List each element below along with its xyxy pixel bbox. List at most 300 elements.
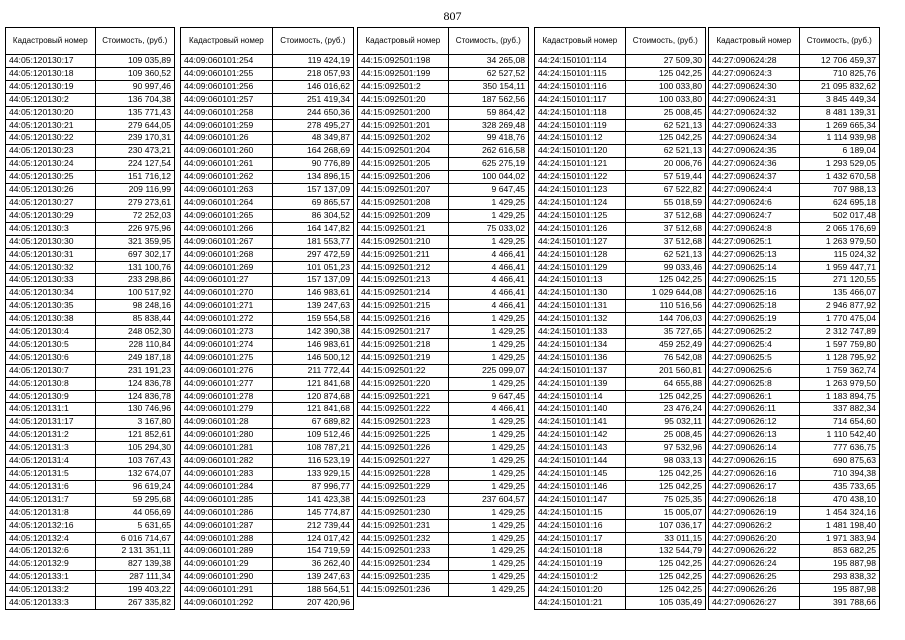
cost-cell: 98 033,13	[625, 455, 705, 468]
cost-cell: 90 776,89	[272, 158, 353, 171]
cost-cell: 100 033,80	[625, 93, 705, 106]
cost-cell: 132 544,79	[625, 545, 705, 558]
cost-cell: 23 476,24	[625, 403, 705, 416]
cost-cell: 1 597 759,80	[799, 338, 879, 351]
cost-cell: 134 896,15	[272, 171, 353, 184]
table-row	[709, 429, 880, 442]
cost-cell: 75 033,02	[448, 222, 528, 235]
table-row	[181, 416, 354, 429]
table-row	[358, 558, 529, 571]
cost-cell: 72 252,03	[95, 209, 174, 222]
cadastral-number-cell: 44:24:150101:2	[535, 571, 626, 584]
cost-cell: 146 983,61	[272, 338, 353, 351]
cadastral-number-cell: 44:09:060101:259	[181, 119, 273, 132]
table-row	[358, 222, 529, 235]
cost-cell: 777 636,75	[799, 442, 879, 455]
table-row	[358, 67, 529, 80]
cadastral-number-cell: 44:15:092501:207	[358, 184, 449, 197]
table-row	[709, 80, 880, 93]
cost-cell: 1 429,25	[448, 480, 528, 493]
cost-cell: 4 466,41	[448, 274, 528, 287]
cadastral-number-cell: 44:09:060101:29	[181, 558, 273, 571]
cost-cell: 710 825,76	[799, 67, 879, 80]
cadastral-number-cell: 44:05:120130:27	[6, 196, 96, 209]
cost-cell: 110 516,56	[625, 300, 705, 313]
cost-cell: 9 647,45	[448, 390, 528, 403]
table-row	[535, 209, 706, 222]
cadastral-number-cell: 44:27:090624:37	[709, 171, 800, 184]
cost-cell: 244 650,36	[272, 106, 353, 119]
table-row	[6, 403, 175, 416]
cadastral-number-cell: 44:05:120130:25	[6, 171, 96, 184]
table-row	[535, 416, 706, 429]
cadastral-number-cell: 44:27:090626:20	[709, 532, 800, 545]
cost-cell: 100 517,92	[95, 287, 174, 300]
cadastral-number-cell: 44:05:120130:38	[6, 313, 96, 326]
cadastral-number-cell: 44:09:060101:260	[181, 145, 273, 158]
cadastral-number-cell: 44:05:120130:20	[6, 106, 96, 119]
cadastral-number-cell: 44:24:150101:146	[535, 480, 626, 493]
table-row	[535, 67, 706, 80]
cadastral-number-cell: 44:05:120130:24	[6, 158, 96, 171]
cost-cell: 136 704,38	[95, 93, 174, 106]
table-header-row	[709, 28, 880, 55]
cadastral-number-cell: 44:24:150101:139	[535, 377, 626, 390]
table-row	[535, 506, 706, 519]
cadastral-number-cell: 44:09:060101:258	[181, 106, 273, 119]
cost-cell: 62 521,13	[625, 145, 705, 158]
cadastral-number-cell: 44:05:120130:31	[6, 248, 96, 261]
table-row	[6, 351, 175, 364]
cadastral-number-cell: 44:24:150101:128	[535, 248, 626, 261]
cadastral-number-cell: 44:27:090626:24	[709, 558, 800, 571]
cadastral-number-cell: 44:05:120130:6	[6, 351, 96, 364]
table-row	[358, 145, 529, 158]
table-row	[709, 493, 880, 506]
cadastral-number-cell: 44:27:090626:15	[709, 455, 800, 468]
table-row	[181, 171, 354, 184]
cost-cell: 209 116,99	[95, 184, 174, 197]
cost-cell: 37 512,68	[625, 222, 705, 235]
cadastral-number-cell: 44:09:060101:264	[181, 196, 273, 209]
table-row	[709, 519, 880, 532]
cadastral-number-cell: 44:24:150101:116	[535, 80, 626, 93]
table-row	[181, 67, 354, 80]
cost-cell: 15 005,07	[625, 506, 705, 519]
cadastral-table-5	[708, 27, 880, 610]
table-row	[6, 287, 175, 300]
table-row	[709, 274, 880, 287]
cost-cell: 135 771,43	[95, 106, 174, 119]
table-header-row	[181, 28, 354, 55]
cost-cell: 293 838,32	[799, 571, 879, 584]
cost-cell: 201 560,81	[625, 364, 705, 377]
table-row	[709, 222, 880, 235]
table-row	[358, 261, 529, 274]
cost-cell: 25 008,45	[625, 106, 705, 119]
cost-cell: 225 099,07	[448, 364, 528, 377]
table-row	[709, 55, 880, 68]
cost-cell: 146 500,12	[272, 351, 353, 364]
cadastral-number-cell: 44:15:092501:232	[358, 532, 449, 545]
cost-cell: 195 887,98	[799, 584, 879, 597]
header-cadastral-number: Кадастровый номер	[709, 28, 800, 55]
cost-cell: 228 110,84	[95, 338, 174, 351]
cadastral-number-cell: 44:24:150101:12	[535, 132, 626, 145]
cost-cell: 25 008,45	[625, 429, 705, 442]
cost-cell: 328 269,48	[448, 119, 528, 132]
table-row	[358, 571, 529, 584]
cost-cell: 710 394,38	[799, 468, 879, 481]
cadastral-number-cell: 44:05:120132:16	[6, 519, 96, 532]
cadastral-number-cell: 44:09:060101:276	[181, 364, 273, 377]
table-row	[709, 184, 880, 197]
cadastral-number-cell: 44:05:120131:3	[6, 442, 96, 455]
cost-cell: 125 042,25	[625, 480, 705, 493]
cost-cell: 237 604,57	[448, 493, 528, 506]
cadastral-number-cell: 44:05:120130:34	[6, 287, 96, 300]
table-row	[535, 80, 706, 93]
cadastral-number-cell: 44:05:120130:21	[6, 119, 96, 132]
cost-cell: 125 042,25	[625, 67, 705, 80]
table-row	[535, 313, 706, 326]
table-row	[358, 377, 529, 390]
table-row	[6, 519, 175, 532]
table-row	[181, 132, 354, 145]
table-row	[358, 455, 529, 468]
cadastral-number-cell: 44:09:060101:269	[181, 261, 273, 274]
cadastral-number-cell: 44:05:120130:4	[6, 326, 96, 339]
table-row	[358, 364, 529, 377]
cadastral-number-cell: 44:05:120130:2	[6, 93, 96, 106]
table-row	[181, 455, 354, 468]
table-row	[6, 119, 175, 132]
cost-cell: 279 273,61	[95, 196, 174, 209]
table-row	[535, 493, 706, 506]
cadastral-number-cell: 44:24:150101:136	[535, 351, 626, 364]
cadastral-number-cell: 44:27:090625:14	[709, 261, 800, 274]
cost-cell: 1 429,25	[448, 519, 528, 532]
cadastral-number-cell: 44:09:060101:27	[181, 274, 273, 287]
cadastral-number-cell: 44:09:060101:26	[181, 132, 273, 145]
cadastral-number-cell: 44:15:092501:235	[358, 571, 449, 584]
table-row	[6, 468, 175, 481]
cost-cell: 124 017,42	[272, 532, 353, 545]
table-row	[358, 274, 529, 287]
cadastral-number-cell: 44:27:090625:5	[709, 351, 800, 364]
cadastral-number-cell: 44:24:150101:120	[535, 145, 626, 158]
cadastral-number-cell: 44:15:092501:212	[358, 261, 449, 274]
cadastral-number-cell: 44:05:120130:7	[6, 364, 96, 377]
table-row	[181, 468, 354, 481]
cost-cell: 233 298,86	[95, 274, 174, 287]
table-row	[6, 597, 175, 610]
cost-cell: 5 631,65	[95, 519, 174, 532]
table-row	[535, 274, 706, 287]
table-row	[6, 248, 175, 261]
cadastral-number-cell: 44:15:092501:200	[358, 106, 449, 119]
cost-cell: 132 674,07	[95, 468, 174, 481]
cost-cell: 12 706 459,37	[799, 55, 879, 68]
cost-cell: 195 887,98	[799, 558, 879, 571]
table-row	[709, 119, 880, 132]
cadastral-number-cell: 44:09:060101:288	[181, 532, 273, 545]
table-row	[535, 326, 706, 339]
cadastral-number-cell: 44:27:090625:8	[709, 377, 800, 390]
cadastral-number-cell: 44:27:090624:7	[709, 209, 800, 222]
table-row	[709, 158, 880, 171]
cadastral-number-cell: 44:27:090625:6	[709, 364, 800, 377]
table-row	[709, 597, 880, 610]
cadastral-number-cell: 44:24:150101:134	[535, 338, 626, 351]
table-row	[358, 532, 529, 545]
cost-cell: 435 733,65	[799, 480, 879, 493]
table-row	[535, 519, 706, 532]
table-row	[6, 338, 175, 351]
table-row	[358, 390, 529, 403]
cost-cell: 8 481 139,31	[799, 106, 879, 119]
cadastral-number-cell: 44:15:092501:214	[358, 287, 449, 300]
cadastral-number-cell: 44:09:060101:266	[181, 222, 273, 235]
table-row	[535, 338, 706, 351]
table-row	[181, 403, 354, 416]
table-row	[181, 597, 354, 610]
table-row	[535, 390, 706, 403]
cost-cell: 1 293 529,05	[799, 158, 879, 171]
table-row	[358, 519, 529, 532]
cadastral-number-cell: 44:09:060101:272	[181, 313, 273, 326]
cost-cell: 2 312 747,89	[799, 326, 879, 339]
table-row	[535, 119, 706, 132]
table-row	[6, 480, 175, 493]
cost-cell: 103 767,43	[95, 455, 174, 468]
table-row	[358, 468, 529, 481]
cadastral-number-cell: 44:15:092501:225	[358, 429, 449, 442]
cost-cell: 181 553,77	[272, 235, 353, 248]
cost-cell: 99 033,46	[625, 261, 705, 274]
cadastral-number-cell: 44:09:060101:287	[181, 519, 273, 532]
cadastral-number-cell: 44:09:060101:281	[181, 442, 273, 455]
cost-cell: 278 495,27	[272, 119, 353, 132]
cost-cell: 151 716,12	[95, 171, 174, 184]
table-row	[709, 480, 880, 493]
cost-cell: 105 035,49	[625, 597, 705, 610]
cost-cell: 1 429,25	[448, 416, 528, 429]
cost-cell: 76 542,08	[625, 351, 705, 364]
cost-cell: 121 852,61	[95, 429, 174, 442]
header-cost: Стоимость, (руб.)	[95, 28, 174, 55]
cost-cell: 164 147,82	[272, 222, 353, 235]
table-row	[358, 119, 529, 132]
table-row	[6, 145, 175, 158]
cadastral-number-cell: 44:15:092501:216	[358, 313, 449, 326]
cost-cell: 124 836,78	[95, 377, 174, 390]
cost-cell: 187 562,56	[448, 93, 528, 106]
cost-cell: 33 011,15	[625, 532, 705, 545]
cadastral-number-cell: 44:27:090626:12	[709, 416, 800, 429]
table-row	[181, 222, 354, 235]
table-row	[709, 442, 880, 455]
cost-cell: 1 429,25	[448, 506, 528, 519]
table-row	[709, 390, 880, 403]
cadastral-number-cell: 44:05:120130:17	[6, 55, 96, 68]
cadastral-table-1	[5, 27, 175, 610]
cost-cell: 36 262,40	[272, 558, 353, 571]
cadastral-number-cell: 44:05:120133:2	[6, 584, 96, 597]
cadastral-number-cell: 44:24:150101:133	[535, 326, 626, 339]
cadastral-number-cell: 44:09:060101:292	[181, 597, 273, 610]
table-row	[181, 93, 354, 106]
cost-cell: 1 429,25	[448, 584, 528, 597]
table-row	[535, 558, 706, 571]
table-row	[6, 132, 175, 145]
table-row	[181, 584, 354, 597]
table-row	[358, 351, 529, 364]
cadastral-number-cell: 44:27:090626:27	[709, 597, 800, 610]
cost-cell: 64 655,88	[625, 377, 705, 390]
cadastral-number-cell: 44:27:090625:4	[709, 338, 800, 351]
cost-cell: 62 527,52	[448, 67, 528, 80]
cadastral-number-cell: 44:05:120131:7	[6, 493, 96, 506]
table-row	[6, 261, 175, 274]
table-row	[709, 416, 880, 429]
cadastral-number-cell: 44:15:092501:234	[358, 558, 449, 571]
table-row	[6, 55, 175, 68]
table-row	[535, 545, 706, 558]
table-row	[181, 184, 354, 197]
cost-cell: 1 432 670,58	[799, 171, 879, 184]
cost-cell: 125 042,25	[625, 390, 705, 403]
table-row	[358, 235, 529, 248]
cadastral-number-cell: 44:27:090624:30	[709, 80, 800, 93]
cadastral-number-cell: 44:05:120130:9	[6, 390, 96, 403]
cost-cell: 350 154,11	[448, 80, 528, 93]
table-row	[709, 67, 880, 80]
cost-cell: 100 033,80	[625, 80, 705, 93]
cost-cell: 226 975,96	[95, 222, 174, 235]
header-cadastral-number: Кадастровый номер	[6, 28, 96, 55]
table-row	[358, 313, 529, 326]
cadastral-number-cell: 44:09:060101:286	[181, 506, 273, 519]
table-row	[181, 493, 354, 506]
cadastral-number-cell: 44:09:060101:257	[181, 93, 273, 106]
cost-cell: 1 429,25	[448, 351, 528, 364]
cadastral-number-cell: 44:27:090626:16	[709, 468, 800, 481]
cadastral-number-cell: 44:27:090626:14	[709, 442, 800, 455]
table-row	[358, 338, 529, 351]
cadastral-number-cell: 44:24:150101:147	[535, 493, 626, 506]
cadastral-number-cell: 44:15:092501:21	[358, 222, 449, 235]
cadastral-number-cell: 44:15:092501:230	[358, 506, 449, 519]
cadastral-number-cell: 44:24:150101:118	[535, 106, 626, 119]
cadastral-number-cell: 44:27:090624:36	[709, 158, 800, 171]
cost-cell: 2 131 351,11	[95, 545, 174, 558]
cost-cell: 157 137,09	[272, 274, 353, 287]
cost-cell: 1 770 475,04	[799, 313, 879, 326]
cadastral-number-cell: 44:15:092501:226	[358, 442, 449, 455]
cost-cell: 86 304,52	[272, 209, 353, 222]
table-row	[181, 532, 354, 545]
cost-cell: 207 420,96	[272, 597, 353, 610]
cost-cell: 119 424,19	[272, 55, 353, 68]
table-row	[6, 196, 175, 209]
cadastral-number-cell: 44:05:120130:18	[6, 67, 96, 80]
cost-cell: 125 042,25	[625, 584, 705, 597]
cadastral-number-cell: 44:05:120132:4	[6, 532, 96, 545]
cost-cell: 59 864,42	[448, 106, 528, 119]
cost-cell: 115 024,32	[799, 248, 879, 261]
table-row	[358, 416, 529, 429]
cadastral-number-cell: 44:09:060101:282	[181, 455, 273, 468]
cost-cell: 199 403,22	[95, 584, 174, 597]
cadastral-number-cell: 44:05:120130:26	[6, 184, 96, 197]
cost-cell: 75 025,35	[625, 493, 705, 506]
cadastral-number-cell: 44:24:150101:137	[535, 364, 626, 377]
cost-cell: 4 466,41	[448, 261, 528, 274]
cadastral-number-cell: 44:27:090626:1	[709, 390, 800, 403]
table-row	[181, 235, 354, 248]
cadastral-number-cell: 44:15:092501:199	[358, 67, 449, 80]
cadastral-number-cell: 44:15:092501:22	[358, 364, 449, 377]
table-row	[535, 132, 706, 145]
table-row	[535, 171, 706, 184]
table-row	[6, 67, 175, 80]
cost-cell: 164 268,69	[272, 145, 353, 158]
cadastral-number-cell: 44:24:150101:124	[535, 196, 626, 209]
cadastral-number-cell: 44:09:060101:254	[181, 55, 273, 68]
cost-cell: 1 429,25	[448, 196, 528, 209]
table-row	[181, 145, 354, 158]
cadastral-number-cell: 44:27:090625:15	[709, 274, 800, 287]
table-row	[358, 80, 529, 93]
cadastral-number-cell: 44:15:092501:221	[358, 390, 449, 403]
cost-cell: 1 481 198,40	[799, 519, 879, 532]
cost-cell: 4 466,41	[448, 248, 528, 261]
cadastral-number-cell: 44:27:090626:22	[709, 545, 800, 558]
cadastral-number-cell: 44:27:090626:19	[709, 506, 800, 519]
cadastral-table-3	[357, 27, 529, 597]
table-row	[358, 184, 529, 197]
cadastral-number-cell: 44:09:060101:277	[181, 377, 273, 390]
cadastral-number-cell: 44:05:120131:17	[6, 416, 96, 429]
table-row	[709, 326, 880, 339]
cadastral-number-cell: 44:24:150101:13	[535, 274, 626, 287]
cost-cell: 97 532,96	[625, 442, 705, 455]
cost-cell: 251 419,34	[272, 93, 353, 106]
table-row	[6, 584, 175, 597]
cadastral-number-cell: 44:05:120131:5	[6, 468, 96, 481]
cadastral-number-cell: 44:27:090625:1	[709, 235, 800, 248]
table-row	[535, 364, 706, 377]
cost-cell: 109 360,52	[95, 67, 174, 80]
table-row	[6, 377, 175, 390]
cadastral-number-cell: 44:15:092501:208	[358, 196, 449, 209]
table-row	[358, 403, 529, 416]
table-row	[6, 222, 175, 235]
table-row	[181, 364, 354, 377]
cost-cell: 109 035,89	[95, 55, 174, 68]
header-cost: Стоимость, (руб.)	[272, 28, 353, 55]
cost-cell: 107 036,17	[625, 519, 705, 532]
table-row	[535, 222, 706, 235]
cadastral-number-cell: 44:24:150101:119	[535, 119, 626, 132]
cost-cell: 130 746,96	[95, 403, 174, 416]
header-cost: Стоимость, (руб.)	[799, 28, 879, 55]
cost-cell: 1 128 795,92	[799, 351, 879, 364]
table-row	[358, 158, 529, 171]
cost-cell: 141 423,38	[272, 493, 353, 506]
cost-cell: 154 719,59	[272, 545, 353, 558]
